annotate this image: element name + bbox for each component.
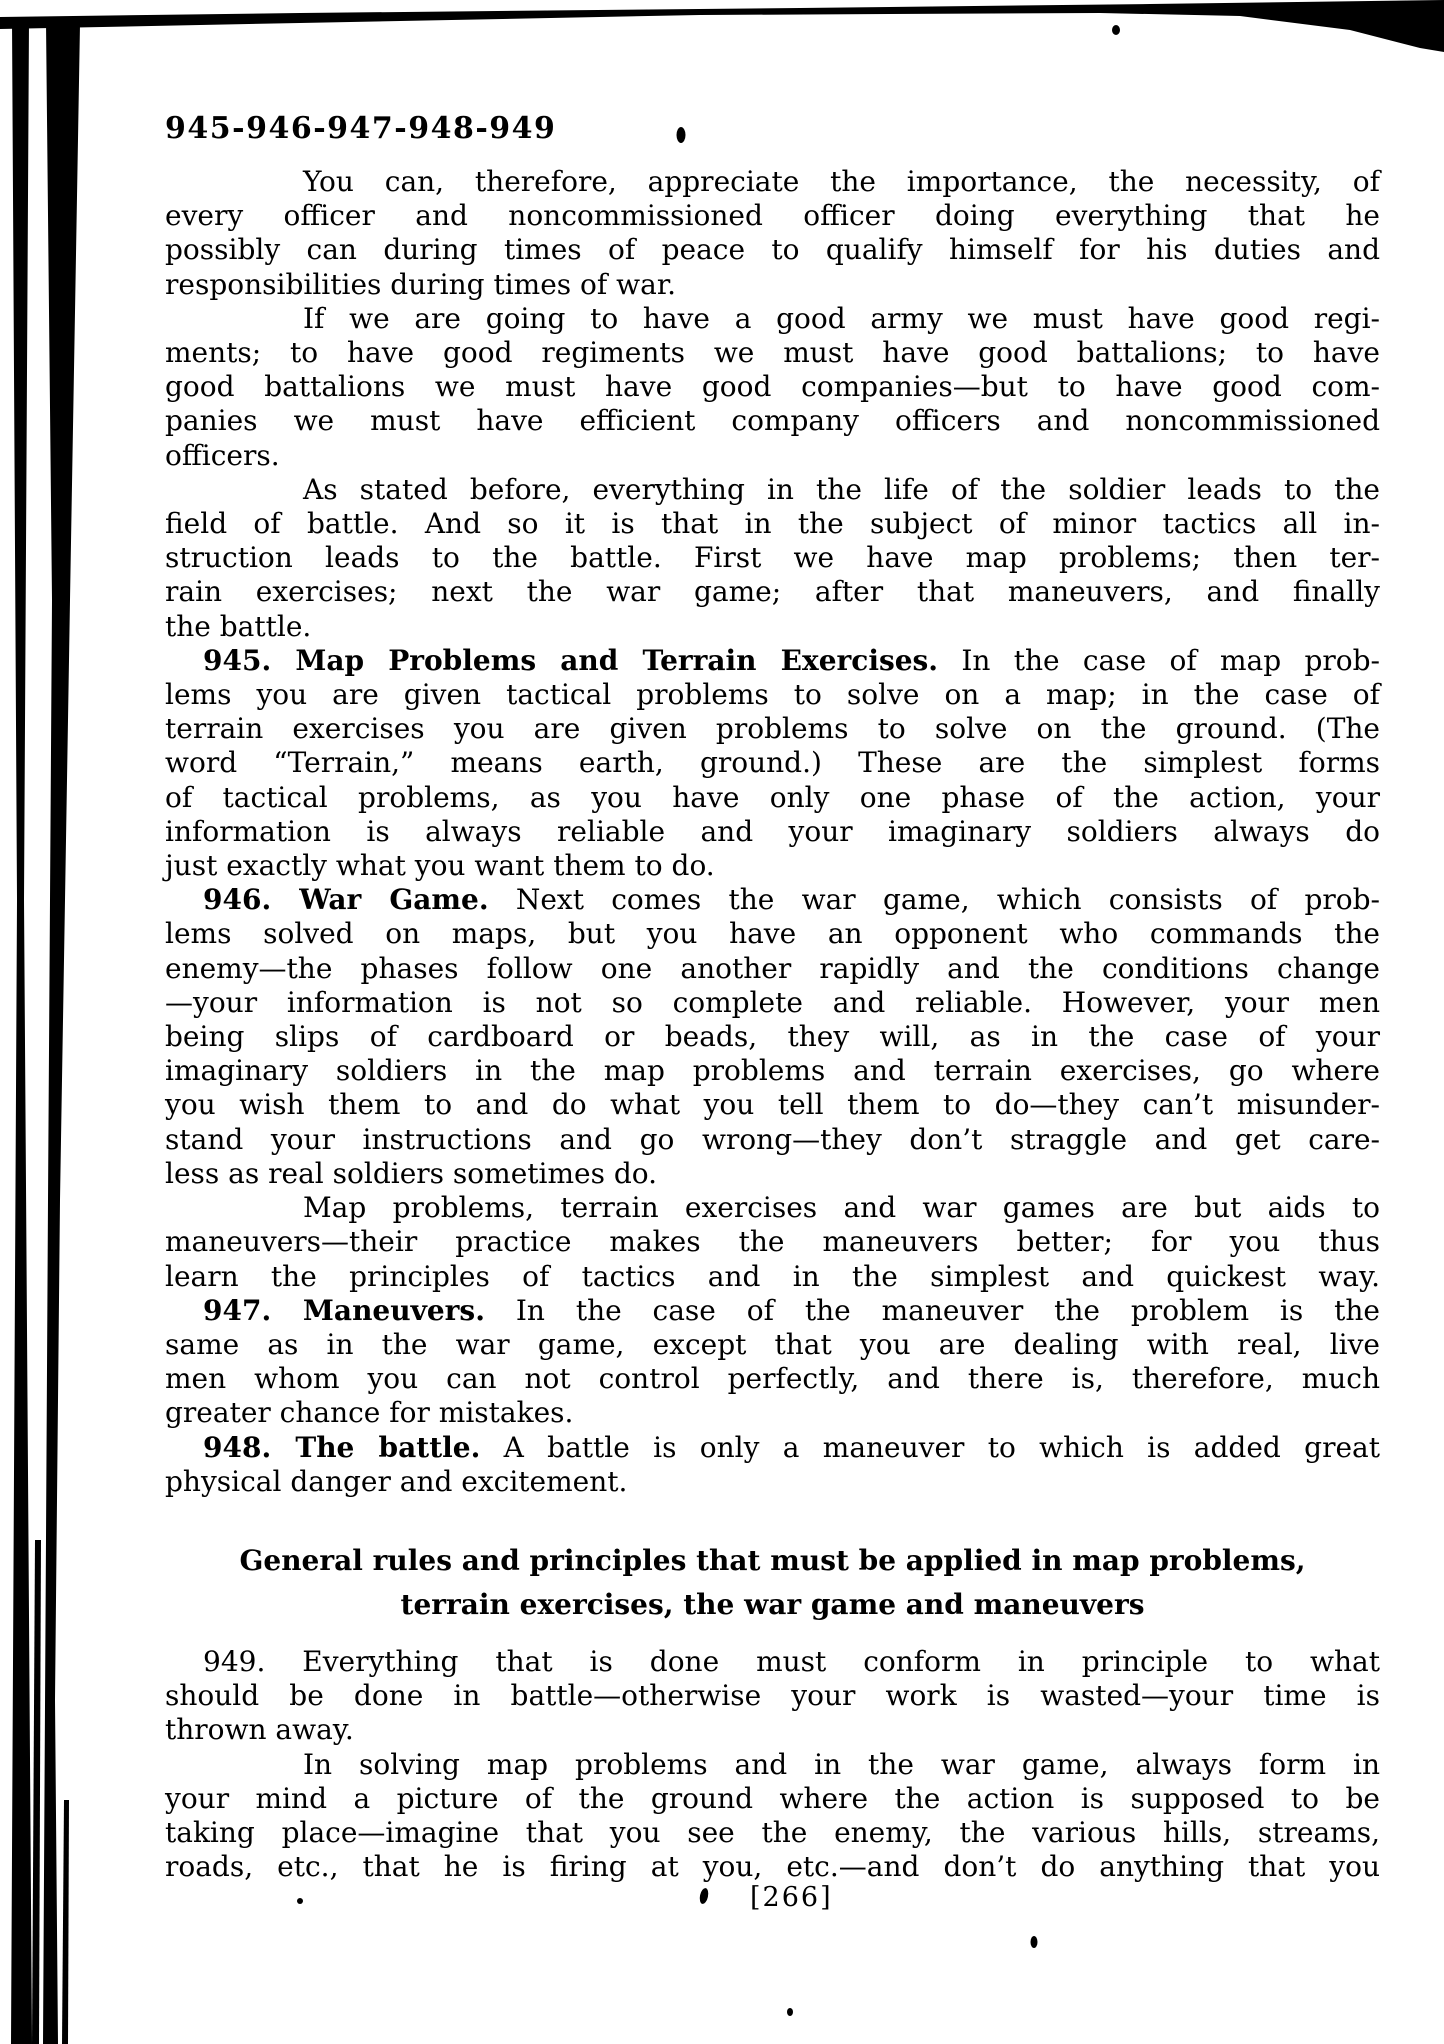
binding-bar-inner xyxy=(43,22,80,2044)
text-line: responsibilities during times of war. xyxy=(165,267,677,301)
binding-bar-outer xyxy=(11,20,32,2044)
paragraph xyxy=(165,302,1380,473)
text-line: the battle. xyxy=(165,609,312,643)
text-column xyxy=(165,112,1380,1884)
paragraph xyxy=(165,1645,1380,1748)
text-line: 949. Everything that is done must conform in principle to what xyxy=(203,1644,1380,1678)
text-line: lems solved on maps, but you have an opponent who commands the xyxy=(165,917,1380,951)
text-line: officers. xyxy=(165,438,280,472)
paragraph-number-title: 946. War Game. xyxy=(203,883,489,917)
text-line: lems you are given tactical problems to solve on a map; in the case of xyxy=(165,678,1380,712)
text-line: greater chance for mistakes. xyxy=(165,1396,574,1430)
ink-speck-bottom xyxy=(787,2008,793,2016)
binding-hairline-1 xyxy=(32,1540,41,2044)
paragraph xyxy=(165,473,1380,644)
text-line: imaginary soldiers in the map problems and terrain exercises, go where xyxy=(165,1054,1380,1088)
text-line: same as in the war game, except that you are dealing with real, live xyxy=(165,1327,1380,1361)
text-line: being slips of cardboard or beads, they will, as in the case of your xyxy=(165,1020,1380,1054)
text-line: you wish them to and do what you tell them to do—they can’t misunder- xyxy=(165,1088,1380,1122)
text-line: word “Terrain,” means earth, ground.) These are the simplest forms xyxy=(165,746,1380,780)
text-line: enemy—the phases follow one another rapidly and the conditions change xyxy=(165,951,1380,985)
text-line: men whom you can not control perfectly, and there is, therefore, much xyxy=(165,1362,1380,1396)
text-line: thrown away. xyxy=(165,1713,354,1747)
page-header-paragraph-range: 945-946-947-948-949 xyxy=(165,111,557,146)
paragraph xyxy=(165,883,1380,1191)
body-paragraphs xyxy=(165,165,1380,1884)
text-line: taking place—imagine that you see the enemy, the various hills, streams, xyxy=(165,1815,1380,1849)
text-line: every officer and noncommissioned officer doing everything that he xyxy=(165,199,1380,233)
ink-speck-right xyxy=(1031,1936,1038,1948)
text-line: panies we must have efficient company officers and noncommissioned xyxy=(165,404,1380,438)
paragraph xyxy=(165,1431,1380,1499)
section-heading xyxy=(165,1539,1380,1627)
text-line: should be done in battle—otherwise your work is wasted—your time is xyxy=(165,1679,1380,1713)
text-line: Map problems, terrain exercises and war games are but aids to xyxy=(303,1191,1380,1225)
paragraph xyxy=(165,165,1380,302)
top-edge-bar xyxy=(0,0,1444,52)
page-number: [266] xyxy=(750,1882,833,1913)
text-line: terrain exercises you are given problems to solve on the ground. (The xyxy=(165,712,1380,746)
paragraph xyxy=(165,644,1380,883)
paragraph xyxy=(165,1748,1380,1885)
text-line: 947. Maneuvers. In the case of the maneuver the problem is the xyxy=(203,1293,1380,1327)
text-line: 945. Map Problems and Terrain Exercises. In the case of map prob- xyxy=(203,643,1380,677)
text-line: struction leads to the battle. First we have map problems; then ter- xyxy=(165,541,1380,575)
text-line: If we are going to have a good army we must have good regi- xyxy=(303,301,1380,335)
text-line: rain exercises; next the war game; after that maneuvers, and finally xyxy=(165,575,1380,609)
text-line: You can, therefore, appreciate the importance, the necessity, of xyxy=(303,165,1380,198)
text-line: In solving map problems and in the war game, always form in xyxy=(303,1747,1380,1781)
text-line: 946. War Game. Next comes the war game, which consists of prob- xyxy=(203,883,1380,917)
ink-speck-top xyxy=(1112,25,1120,35)
paragraph-number-title: 947. Maneuvers. xyxy=(203,1293,485,1327)
ink-speck-footer-left xyxy=(297,1898,303,1904)
binding-hairline-2 xyxy=(62,1800,69,2044)
text-line: As stated before, everything in the life of the soldier leads to the xyxy=(303,472,1380,506)
text-line: information is always reliable and your imaginary soldiers always do xyxy=(165,814,1380,848)
text-line: less as real soldiers sometimes do. xyxy=(165,1156,658,1190)
text-line: your mind a picture of the ground where the action is supposed to be xyxy=(165,1781,1380,1815)
text-line: just exactly what you want them to do. xyxy=(165,849,715,883)
text-line: physical danger and excitement. xyxy=(165,1464,628,1498)
paragraph xyxy=(165,1294,1380,1431)
text-line: maneuvers—their practice makes the maneuvers better; for you thus xyxy=(165,1225,1380,1259)
text-line: ments; to have good regiments we must have good battalions; to have xyxy=(165,336,1380,370)
text-line: stand your instructions and go wrong—they don’t straggle and get care- xyxy=(165,1122,1380,1156)
text-line: good battalions we must have good companies—but to have good com- xyxy=(165,370,1380,404)
ink-speck-footer-comma xyxy=(698,1887,709,1904)
text-line: learn the principles of tactics and in the simplest and quickest way. xyxy=(165,1259,1380,1293)
text-line: terrain exercises, the war game and maneuvers xyxy=(400,1587,1145,1621)
text-line: 948. The battle. A battle is only a maneuver to which is added great xyxy=(203,1430,1380,1464)
text-line: field of battle. And so it is that in the subject of minor tactics all in- xyxy=(165,507,1380,541)
paragraph-number-title: 948. The battle. xyxy=(203,1430,481,1464)
paragraph xyxy=(165,1191,1380,1294)
paragraph-number-title: 945. Map Problems and Terrain Exercises. xyxy=(203,643,939,677)
text-line: possibly can during times of peace to qualify himself for his duties and xyxy=(165,233,1380,267)
text-line: of tactical problems, as you have only one phase of the action, your xyxy=(165,780,1380,814)
text-line: —your information is not so complete and reliable. However, your men xyxy=(165,985,1380,1019)
text-line: General rules and principles that must be applied in map problems, xyxy=(239,1543,1306,1577)
text-line: roads, etc., that he is firing at you, etc.—and don’t do anything that you xyxy=(165,1850,1380,1884)
